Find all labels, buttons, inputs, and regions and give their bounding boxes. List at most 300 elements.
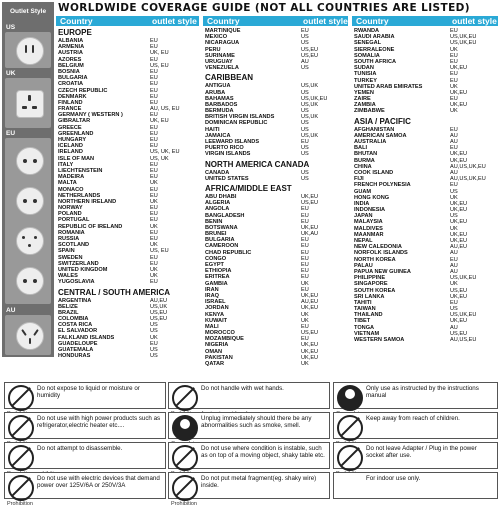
country-name: SOUTH KOREA xyxy=(354,287,396,294)
notice-text: Only use as instructed by the instructions manual xyxy=(366,385,479,399)
country-name: BOTSWANA xyxy=(205,224,238,231)
country-name: NEW CALEDONIA xyxy=(354,244,402,251)
country-name: IRAQ xyxy=(205,292,219,299)
country-name: INDIA xyxy=(354,200,370,207)
outlet-style-value: US,EU xyxy=(301,46,319,53)
region-heading: EUROPE xyxy=(58,28,92,37)
country-name: CHINA xyxy=(354,163,372,170)
outlet-style-value: EU xyxy=(150,93,158,100)
outlet-style-value: US xyxy=(450,188,458,195)
country-name: VIETNAM xyxy=(354,330,380,337)
outlet-style-value: US xyxy=(301,65,309,72)
outlet-style-value: UK,EU xyxy=(301,354,319,361)
country-row xyxy=(203,176,348,182)
outlet-style-sidebar xyxy=(2,2,54,357)
outlet-style-value: EU xyxy=(301,218,309,225)
country-name: BELIZE xyxy=(58,303,78,310)
country-name: LIECHTENSTEIN xyxy=(58,167,103,174)
outlet-style-value: US,EU xyxy=(450,287,468,294)
outlet-style-value: UK xyxy=(450,194,458,201)
notice-text: Do not leave Adapter / Plug in the power socket after use. xyxy=(366,445,477,459)
outlet-style-value: EU xyxy=(150,229,158,236)
outlet-style-value: EU xyxy=(150,236,158,242)
outlet-style-value: EU xyxy=(301,262,309,268)
outlet-style-value: EU xyxy=(150,217,158,224)
outlet-style-value: UK,EU xyxy=(450,238,468,244)
country-name: NORFOLK ISLANDS xyxy=(354,250,408,257)
outlet-style-value: AU xyxy=(301,58,309,65)
outlet-style-value: EU xyxy=(150,161,158,168)
country-name: MARTINIQUE xyxy=(205,28,241,34)
outlet-style-value: EU xyxy=(301,243,309,250)
outlet-style-header: outlet style xyxy=(452,16,497,26)
uk-plug-icon xyxy=(16,90,44,118)
outlet-style-value: US,UK,EU xyxy=(450,312,477,319)
outlet-style-value: US,UK xyxy=(301,83,319,90)
au-plug-icon xyxy=(16,322,44,350)
outlet-style-value: AU xyxy=(450,324,458,331)
outlet-style-value: EU xyxy=(301,237,309,244)
outlet-style-value: UK,EU xyxy=(301,348,319,355)
country-name: YEMEN xyxy=(354,89,374,96)
prohibition-icon xyxy=(337,445,363,471)
outlet-style-value: EU xyxy=(150,260,158,267)
outlet-style-value: US,UK,EU xyxy=(450,40,477,47)
country-name: SWITZERLAND xyxy=(58,260,99,267)
outlet-style-value: UK xyxy=(150,242,158,249)
country-name: BENIN xyxy=(205,218,223,225)
outlet-style-value: US, UK xyxy=(150,155,169,162)
outlet-style-value: EU xyxy=(301,212,309,219)
outlet-style-value: EU xyxy=(301,336,309,343)
outlet-style-value: UK xyxy=(301,317,309,324)
outlet-style-value: UK xyxy=(150,273,158,280)
outlet-style-value: AU,US,UK,EU xyxy=(450,163,486,170)
outlet-style-value: EU xyxy=(450,28,458,34)
country-name: HUNGARY xyxy=(58,137,87,143)
safety-notice xyxy=(333,412,498,439)
outlet-style-value: UK xyxy=(301,311,309,318)
country-name: AUSTRIA xyxy=(58,50,83,57)
outlet-style-value: AU,EU xyxy=(301,299,319,306)
country-header: Country xyxy=(60,16,93,26)
country-name: EL SALVADOR xyxy=(58,328,98,335)
country-row xyxy=(352,108,498,114)
country-name: MEXICO xyxy=(205,34,228,41)
outlet-style-value: US xyxy=(450,306,458,313)
outlet-style-value: AU xyxy=(450,268,458,275)
outlet-style-value: UK xyxy=(150,334,158,341)
country-name: CHAD REPUBLIC xyxy=(205,249,252,256)
eu-plug-variant-icon xyxy=(16,227,44,255)
outlet-style-value: US xyxy=(150,347,158,353)
outlet-style-value: UK,EU xyxy=(301,305,319,312)
country-name: PUERTO RICO xyxy=(205,145,244,152)
outlet-style-value: UK xyxy=(450,108,458,115)
country-name: CONGO xyxy=(205,255,227,262)
country-name: ANGOLA xyxy=(205,206,230,213)
outlet-style-value: EU xyxy=(150,205,158,212)
country-name: REPUBLIC OF IRELAND xyxy=(58,223,123,230)
outlet-style-value: EU xyxy=(450,299,458,306)
country-name: SURINAME xyxy=(205,52,235,59)
outlet-style-value: EU xyxy=(301,28,309,34)
country-name: VIRGIN ISLANDS xyxy=(205,151,251,158)
notice-text: For indoor use only. xyxy=(366,475,421,482)
outlet-style-value: EU xyxy=(301,268,309,275)
country-name: ROMANIA xyxy=(58,229,85,236)
outlet-style-value: EU xyxy=(301,249,309,256)
outlet-style-header: outlet style xyxy=(152,16,197,26)
outlet-style-value: US,EU xyxy=(150,316,168,323)
eu-plug-icon xyxy=(16,147,44,175)
country-name: ZIMBABWE xyxy=(354,108,385,115)
outlet-style-value: AU xyxy=(450,169,458,176)
compulsion-icon xyxy=(172,415,198,441)
outlet-style-value: EU xyxy=(150,124,158,131)
country-name: BOSNIA xyxy=(58,68,80,75)
country-name: TUNISIA xyxy=(354,71,377,78)
outlet-style-value: EU xyxy=(150,143,158,150)
outlet-style-value: US xyxy=(301,126,309,133)
eu-plug-variant-icon xyxy=(16,187,44,215)
outlet-style-value: UK xyxy=(150,223,158,230)
country-row xyxy=(352,337,498,343)
country-name: PAPUA NEW GUINEA xyxy=(354,268,411,275)
compulsion-icon xyxy=(337,385,363,411)
outlet-style-value: AU,US,EU xyxy=(450,337,477,343)
country-name: SWEDEN xyxy=(58,254,83,261)
country-name: MOZAMBIQUE xyxy=(205,336,244,343)
country-name: SCOTLAND xyxy=(58,242,90,249)
outlet-style-value: UK, EU xyxy=(150,50,169,57)
country-name: GUAM xyxy=(354,188,372,195)
country-name: HONG KONG xyxy=(354,194,390,201)
outlet-style-value: UK,EU xyxy=(450,231,468,238)
country-name: SOMALIA xyxy=(354,52,380,59)
country-name: ARUBA xyxy=(205,89,226,96)
country-name: NICARAGUA xyxy=(205,40,240,47)
outlet-style-value: EU xyxy=(450,182,458,189)
outlet-style-value: UK,EU xyxy=(450,102,468,109)
country-name: FRENCH POLYNESIA xyxy=(354,182,411,189)
safety-notice xyxy=(333,472,498,499)
outlet-style-value: UK xyxy=(150,198,158,205)
prohibition-icon xyxy=(172,475,198,501)
country-name: ANTIGUA xyxy=(205,83,231,90)
country-name: ETHIOPIA xyxy=(205,268,232,275)
country-name: PERU xyxy=(205,46,221,53)
country-name: BANGLADESH xyxy=(205,212,245,219)
notice-text: Do not expose to liquid or moisture or humidity xyxy=(37,385,140,399)
notice-caption: Prohibition xyxy=(7,501,33,507)
outlet-style-value: EU xyxy=(150,87,158,94)
country-name: KUWAIT xyxy=(205,317,228,324)
prohibition-icon xyxy=(172,385,198,411)
outlet-style-value: UK,EU xyxy=(450,151,468,158)
outlet-style-value: EU xyxy=(301,139,309,145)
outlet-style-value: EU xyxy=(150,340,158,347)
country-name: CZECH REPUBLIC xyxy=(58,87,108,94)
outlet-style-value: EU xyxy=(450,71,458,78)
country-name: BARBADOS xyxy=(205,101,238,108)
outlet-style-value: EU xyxy=(450,145,458,152)
outlet-style-value: EU xyxy=(150,167,158,174)
country-name: IRELAND xyxy=(58,149,83,156)
safety-notice-grid xyxy=(0,380,500,507)
outlet-style-value: US,UK,EU xyxy=(450,34,477,41)
outlet-style-value: UK xyxy=(301,280,309,287)
outlet-style-value: US,EU xyxy=(301,200,319,207)
country-name: COOK ISLAND xyxy=(354,169,394,176)
outlet-style-value: UK,EU xyxy=(301,193,319,200)
country-name: ABU DHABI xyxy=(205,193,237,200)
country-name: ERITREA xyxy=(205,274,230,281)
prohibition-icon xyxy=(8,475,34,501)
outlet-style-value: US,UK xyxy=(301,132,319,139)
region-heading: NORTH AMERICA CANADA xyxy=(205,159,310,169)
outlet-style-value: AU xyxy=(450,139,458,145)
outlet-style-value: EU xyxy=(150,99,158,106)
country-name: VENEZUELA xyxy=(205,65,239,72)
prohibition-icon xyxy=(8,445,34,471)
country-name: BURMA xyxy=(354,157,375,164)
page-title: WORLDWIDE COVERAGE GUIDE (NOT ALL COUNTRIES ARE LISTED) xyxy=(58,2,470,14)
outlet-style-value: US,UK,EU xyxy=(301,95,328,102)
outlet-style-value: US xyxy=(150,322,158,329)
country-name: GAMBIA xyxy=(205,280,228,287)
safety-notice xyxy=(168,382,330,409)
country-row xyxy=(56,279,199,285)
safety-notice xyxy=(4,442,166,469)
outlet-style-value: US xyxy=(301,89,309,96)
outlet-style-value: US xyxy=(301,169,309,176)
outlet-style-value: US, UK, EU xyxy=(150,149,180,156)
country-name: SRI LANKA xyxy=(354,293,385,300)
outlet-style-value: US xyxy=(301,120,309,127)
country-name: SPAIN xyxy=(58,248,75,255)
country-name: MADEIRA xyxy=(58,174,85,181)
outlet-style-value: UK,EU xyxy=(450,200,468,207)
country-header: Country xyxy=(207,16,240,26)
region-heading: CENTRAL / SOUTH AMERICA xyxy=(58,287,170,297)
safety-notice xyxy=(333,382,498,409)
country-name: NIGERIA xyxy=(205,342,229,349)
country-name: MONACO xyxy=(58,186,84,193)
outlet-style-value: UK xyxy=(450,281,458,288)
outlet-style-value: EU xyxy=(150,112,158,119)
country-name: DENMARK xyxy=(58,93,87,100)
outlet-style-value: EU xyxy=(150,174,158,181)
country-name: PAKISTAN xyxy=(205,354,233,361)
country-name: OMAN xyxy=(205,348,223,355)
outlet-style-value: UK xyxy=(450,46,458,53)
country-name: KENYA xyxy=(205,311,225,318)
outlet-style-value: EU xyxy=(450,52,458,59)
outlet-style-value: US xyxy=(301,108,309,115)
country-name: BULGARIA xyxy=(205,237,235,244)
country-name: URUGUAY xyxy=(205,58,233,65)
country-name: GUADELOUPE xyxy=(58,340,98,347)
country-name: INDONESIA xyxy=(354,207,386,214)
outlet-style-value: US xyxy=(150,328,158,335)
outlet-style-value: US, EU xyxy=(150,62,169,69)
country-name: BALI xyxy=(354,145,368,152)
country-name: BULGARIA xyxy=(58,75,88,82)
country-name: AZORES xyxy=(58,56,82,63)
notice-text: Do not handle with wet hands. xyxy=(201,385,284,392)
outlet-style-value: EU xyxy=(150,279,158,286)
country-name: COSTA RICA xyxy=(58,322,93,329)
country-name: ZAIRE xyxy=(354,96,371,103)
outlet-style-value: EU xyxy=(150,254,158,261)
outlet-style-value: UK,EU xyxy=(450,157,468,164)
country-name: NETHERLANDS xyxy=(58,192,101,199)
country-name: GREENLAND xyxy=(58,130,94,137)
outlet-style-value: US, EU xyxy=(150,248,169,255)
country-name: UNITED KINGDOM xyxy=(58,266,108,273)
country-name: MALTA xyxy=(58,180,77,187)
outlet-style-value: AU xyxy=(450,132,458,139)
sidebar-label: Outlet Style xyxy=(9,8,47,15)
outlet-style-value: US,EU xyxy=(301,52,319,59)
country-name: ICELAND xyxy=(58,143,83,150)
country-name: ISRAEL xyxy=(205,299,226,306)
country-name: QATAR xyxy=(205,361,225,367)
notice-text: Do not put metal fragment(eg. shaky wire) inside. xyxy=(201,475,317,489)
country-name: JORDAN xyxy=(205,305,229,312)
country-name: FALKLAND ISLANDS xyxy=(58,334,115,341)
outlet-style-value: UK xyxy=(450,83,458,90)
country-name: COLOMBIA xyxy=(58,316,89,323)
outlet-style-value: US,UK xyxy=(150,303,168,310)
outlet-style-value: UK,EU xyxy=(450,207,468,214)
country-name: ARGENTINA xyxy=(58,297,92,304)
outlet-style-value: UK,EU xyxy=(301,224,319,231)
coverage-column-2 xyxy=(203,16,348,367)
country-name: MALAYSIA xyxy=(354,219,383,226)
outlet-style-value: EU xyxy=(150,81,158,88)
outlet-style-value: UK,AU xyxy=(301,231,319,238)
country-name: WALES xyxy=(58,273,78,280)
outlet-style-value: US xyxy=(301,151,309,158)
country-name: NORWAY xyxy=(58,205,83,212)
country-name: THAILAND xyxy=(354,312,383,319)
outlet-style-value: EU xyxy=(150,186,158,193)
country-name: ARMENIA xyxy=(58,44,85,51)
country-name: AFGHANISTAN xyxy=(354,126,395,133)
outlet-style-value: US,EU xyxy=(301,330,319,337)
column-header xyxy=(203,16,348,26)
country-name: CAMEROON xyxy=(205,243,239,250)
safety-notice xyxy=(4,382,166,409)
country-row xyxy=(203,361,348,367)
country-name: ALGERIA xyxy=(205,200,231,207)
eu-plug-variant-icon xyxy=(16,267,44,295)
country-name: HAITI xyxy=(205,126,220,133)
coverage-column-1 xyxy=(56,16,199,359)
country-name: WESTERN SAMOA xyxy=(354,337,405,343)
country-name: TIBET xyxy=(354,318,371,325)
outlet-style-value: UK,EU xyxy=(450,89,468,96)
country-name: JAPAN xyxy=(354,213,373,220)
country-row xyxy=(56,353,199,359)
country-name: BRITISH VIRGIN ISLANDS xyxy=(205,114,275,121)
country-name: NORTH KOREA xyxy=(354,256,396,263)
safety-notice xyxy=(168,472,330,507)
region-tag-uk: UK xyxy=(6,70,16,77)
region-heading: ASIA / PACIFIC xyxy=(354,116,411,126)
outlet-style-value: EU xyxy=(150,44,158,51)
outlet-style-value: UK, EU xyxy=(150,118,169,125)
country-name: GIBRALTAR xyxy=(58,118,91,125)
outlet-style-value: EU xyxy=(450,58,458,65)
outlet-style-value: UK,EU xyxy=(301,342,319,349)
country-name: PALAU xyxy=(354,262,373,269)
country-row xyxy=(203,151,348,157)
safety-notice xyxy=(168,442,330,469)
country-name: SINGAPORE xyxy=(354,281,388,288)
safety-notice xyxy=(168,412,330,439)
region-heading: CARIBBEAN xyxy=(205,73,253,83)
country-name: NORTHERN IRELAND xyxy=(58,198,117,205)
outlet-style-value: US,EU xyxy=(150,309,168,316)
outlet-style-value: EU xyxy=(450,126,458,133)
country-name: MAANMAR xyxy=(354,231,384,238)
outlet-style-value: AU,EU xyxy=(450,244,468,251)
outlet-style-value: EU xyxy=(301,255,309,262)
notice-text: Do not attempt to disassemble. xyxy=(37,445,123,452)
country-name: BRAZIL xyxy=(58,309,79,316)
coverage-column-3 xyxy=(352,16,498,343)
country-name: BELGIUM xyxy=(58,62,84,69)
outlet-style-value: EU xyxy=(150,75,158,82)
country-name: BAHAMAS xyxy=(205,95,234,102)
outlet-style-value: AU xyxy=(450,250,458,257)
country-name: AMERICAN SAMOA xyxy=(354,132,407,139)
outlet-style-value: EU xyxy=(450,96,458,103)
country-name: POLAND xyxy=(58,211,82,218)
prohibition-icon xyxy=(337,415,363,441)
country-name: RUSSIA xyxy=(58,236,80,242)
region-heading: AFRICA/MIDDLE EAST xyxy=(205,183,292,193)
outlet-style-value: EU xyxy=(150,38,158,44)
notice-caption: Prohibition xyxy=(171,501,197,507)
region-tag-au: AU xyxy=(6,307,16,314)
column-header xyxy=(56,16,199,26)
outlet-style-value: EU xyxy=(150,192,158,199)
safety-notice xyxy=(4,472,166,507)
safety-notice xyxy=(333,442,498,469)
country-name: GERMANY ( WESTERN ) xyxy=(58,112,123,119)
outlet-style-value: US xyxy=(150,353,158,360)
country-name: BERMUDA xyxy=(205,108,234,115)
country-name: TURKEY xyxy=(354,77,377,84)
outlet-style-value: AU, US, EU xyxy=(150,106,180,113)
outlet-style-value: EU xyxy=(301,274,309,281)
country-name: HONDURAS xyxy=(58,353,91,360)
outlet-style-value: EU xyxy=(301,286,309,293)
country-name: SOUTH AFRICA xyxy=(354,58,397,65)
country-name: NEPAL xyxy=(354,238,373,244)
country-name: UNITED ARAB EMIRATES xyxy=(354,83,423,90)
outlet-style-value: UK,EU xyxy=(450,293,468,300)
country-name: GREECE xyxy=(58,124,82,131)
prohibition-icon xyxy=(172,445,198,471)
country-name: BHUTAN xyxy=(354,151,378,158)
country-name: SENEGAL xyxy=(354,40,382,47)
outlet-style-value: EU xyxy=(150,137,158,143)
